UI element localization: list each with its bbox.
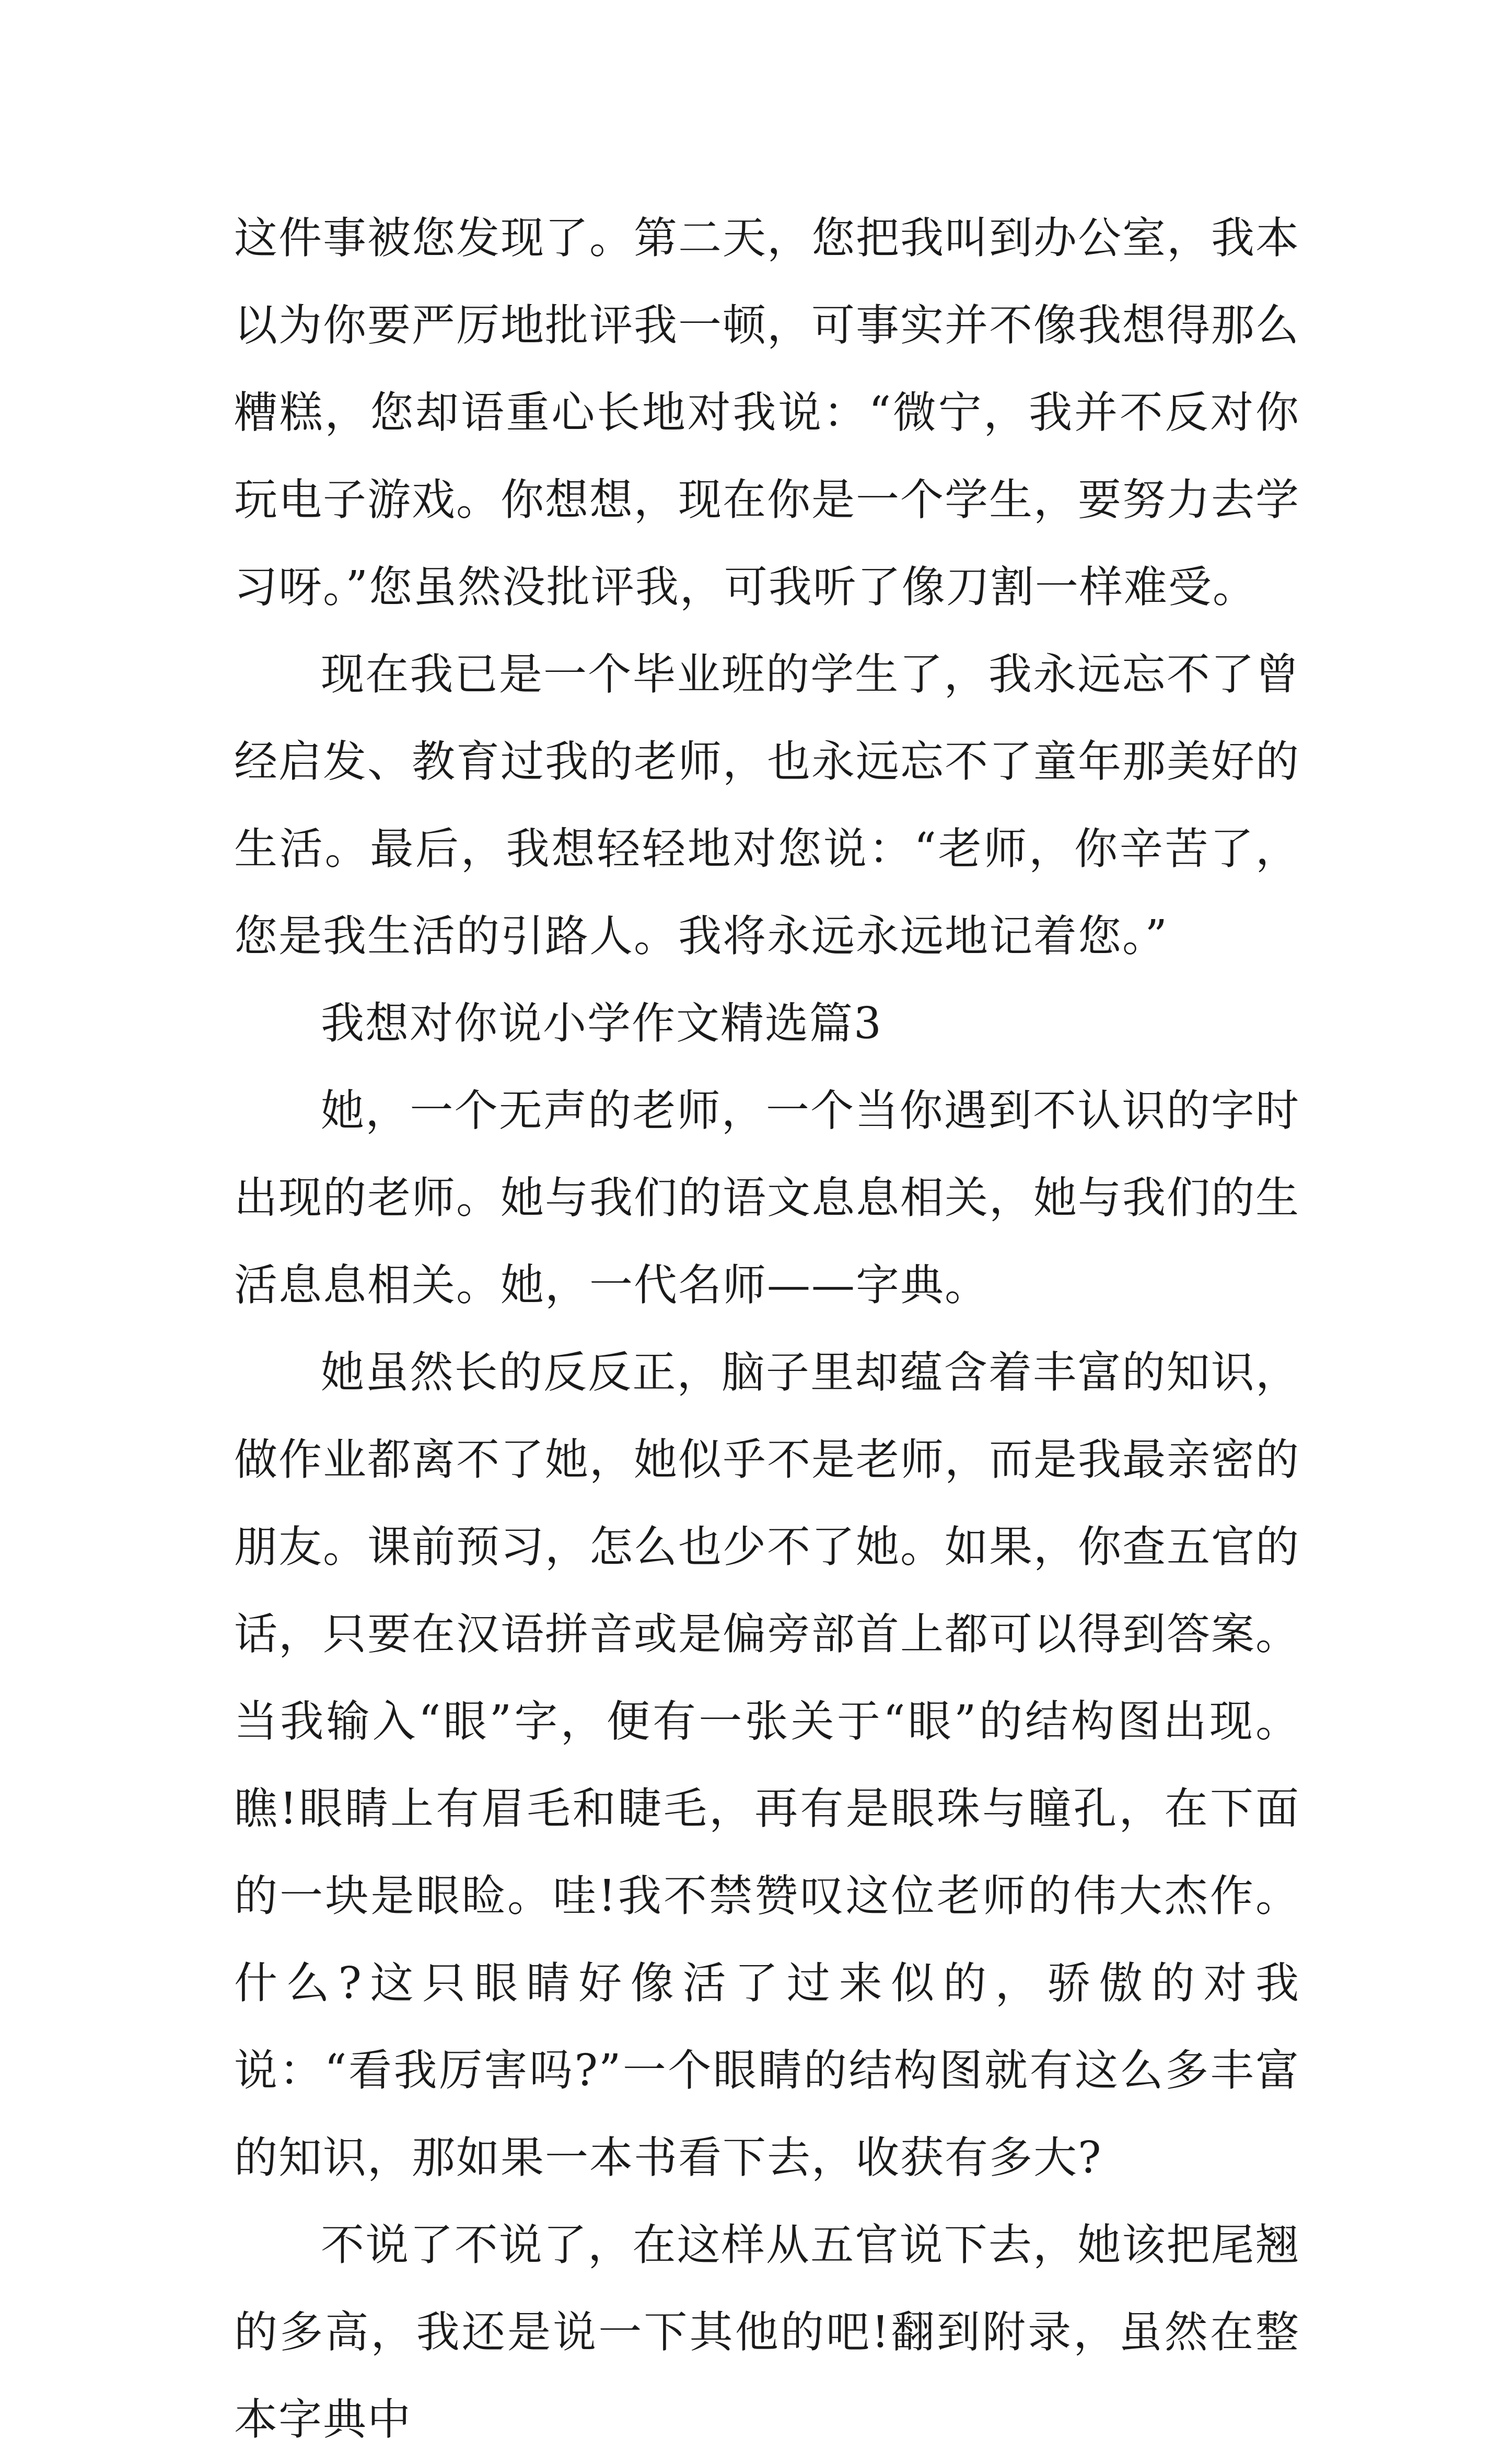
paragraph-1: 这件事被您发现了。第二天，您把我叫到办公室，我本以为你要严厉地批评我一顿，可事实并不像我想得那么糟糕，您却语重心长地对我说：“微宁，我并不反对你玩电子游戏。你想想，现在你是一个学生，要努力去学习呀。”您虽然没批评我，可我听了像刀割一样难受。	[234, 213, 1300, 612]
paragraph-2: 现在我已是一个毕业班的学生了，我永远忘不了曾经启发、教育过我的老师，也永远忘不了童年那美好的生活。最后，我想轻轻地对您说：“老师，你辛苦了，您是我生活的引路人。我将永远永远地记着您。”	[234, 649, 1300, 961]
paragraph-5: 不说了不说了，在这样从五官说下去，她该把尾翘的多高，我还是说一下其他的吧!翻到附录，虽然在整本字典中	[234, 2220, 1300, 2445]
section-heading: 我想对你说小学作文精选篇3	[321, 998, 882, 1049]
document-body	[234, 194, 1300, 2463]
paragraph-4: 她虽然长的反反正，脑子里却蕴含着丰富的知识，做作业都离不了她，她似乎不是老师，而是我最亲密的朋友。课前预习，怎么也少不了她。如果，你查五官的话，只要在汉语拼音或是偏旁部首上都可以得到答案。当我输入“眼”字，便有一张关于“眼”的结构图出现。瞧!眼睛上有眉毛和睫毛，再有是眼珠与瞳孔，在下面的一块是眼睑。哇!我不禁赞叹这位老师的伟大杰作。什么?这只眼睛好像活了过来似的，骄傲的对我说：“看我厉害吗?”一个眼睛的结构图就有这么多丰富的知识，那如果一本书看下去，收获有多大?	[234, 1347, 1300, 2183]
paragraph-3: 她，一个无声的老师，一个当你遇到不认识的字时出现的老师。她与我们的语文息息相关，她与我们的生活息息相关。她，一代名师——字典。	[234, 1085, 1300, 1310]
